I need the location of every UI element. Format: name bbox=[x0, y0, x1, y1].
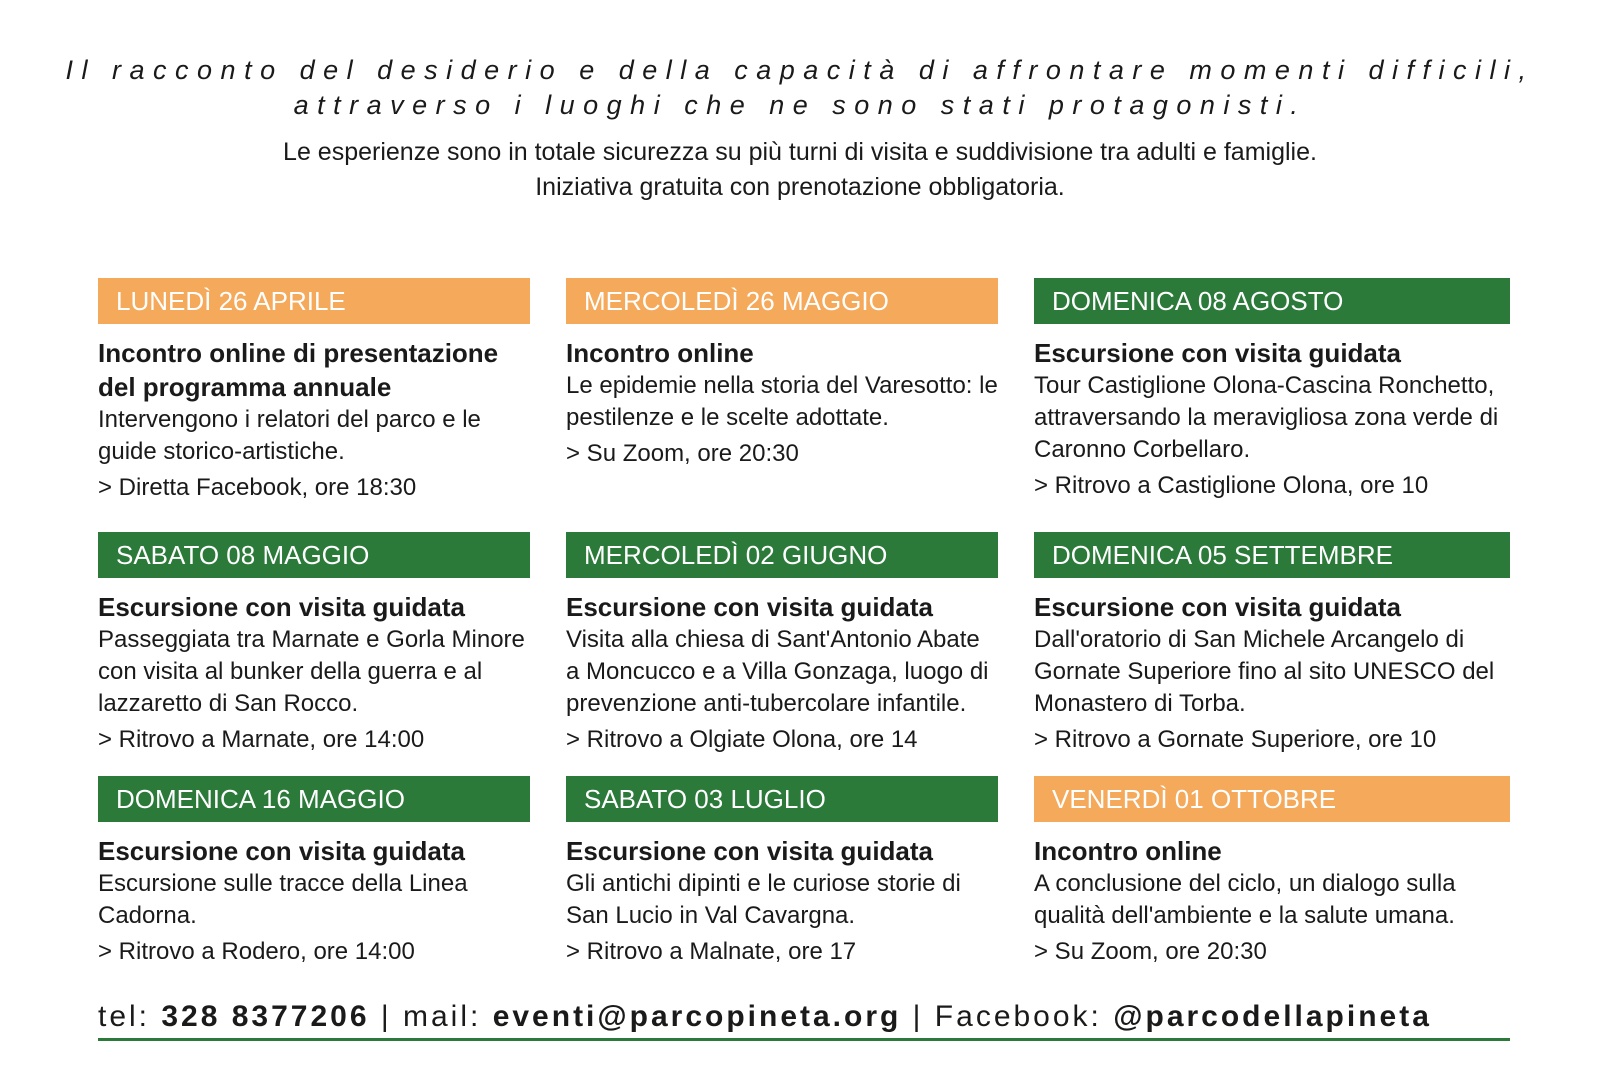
event-description: Tour Castiglione Olona-Cascina Ronchetto, attraversando la meravigliosa zona verde di Caronno Corbellaro. bbox=[1034, 372, 1499, 463]
footer-underline bbox=[98, 1038, 1510, 1041]
event-date-banner: SABATO 03 LUGLIO bbox=[566, 776, 998, 822]
event-location: > Su Zoom, ore 20:30 bbox=[1034, 938, 1267, 965]
tagline-line-1: Il racconto del desiderio e della capacità di affrontare momenti difficili, bbox=[65, 55, 1535, 85]
event-description: Intervengono i relatori del parco e le guide storico-artistiche. bbox=[98, 406, 481, 465]
event-title: Escursione con visita guidata bbox=[98, 592, 465, 622]
event-location: > Ritrovo a Rodero, ore 14:00 bbox=[98, 938, 415, 965]
event-date-banner: MERCOLEDÌ 02 GIUGNO bbox=[566, 532, 998, 578]
event-title: Escursione con visita guidata bbox=[566, 836, 933, 866]
event-date-banner: DOMENICA 08 AGOSTO bbox=[1034, 278, 1510, 324]
event-location: > Diretta Facebook, ore 18:30 bbox=[98, 474, 417, 501]
event-description: Visita alla chiesa di Sant'Antonio Abate a Moncucco e a Villa Gonzaga, luogo di prevenzione anti-tubercolare infantile. bbox=[566, 626, 989, 717]
event-card bbox=[1034, 532, 1510, 756]
event-location: > Ritrovo a Castiglione Olona, ore 10 bbox=[1034, 472, 1429, 499]
event-title: Escursione con visita guidata bbox=[566, 592, 933, 622]
event-card bbox=[98, 532, 530, 756]
event-card bbox=[98, 776, 530, 968]
event-date-banner: LUNEDÌ 26 APRILE bbox=[98, 278, 530, 324]
event-title: Escursione con visita guidata bbox=[1034, 592, 1401, 622]
event-date-banner: DOMENICA 16 MAGGIO bbox=[98, 776, 530, 822]
mail-label: | mail: bbox=[369, 1000, 493, 1033]
contact-footer bbox=[98, 1000, 1510, 1034]
event-date-banner: DOMENICA 05 SETTEMBRE bbox=[1034, 532, 1510, 578]
tagline-line-2: attraverso i luoghi che ne sono stati protagonisti. bbox=[293, 90, 1307, 120]
event-card bbox=[566, 532, 998, 756]
event-description: Gli antichi dipinti e le curiose storie di San Lucio in Val Cavargna. bbox=[566, 870, 961, 929]
event-card bbox=[566, 776, 998, 968]
phone-number[interactable]: 328 8377206 bbox=[161, 1000, 370, 1033]
facebook-link[interactable]: @parcodellapineta bbox=[1113, 1000, 1432, 1033]
event-title: Incontro online di presentazione del programma annuale bbox=[98, 338, 499, 402]
intro-line-1: Le esperienze sono in totale sicurezza su più turni di visita e suddivisione tra adulti e famiglie. bbox=[283, 138, 1317, 166]
intro-line-2: Iniziativa gratuita con prenotazione obbligatoria. bbox=[535, 173, 1065, 201]
tel-label: tel: bbox=[98, 1000, 162, 1033]
event-location: > Ritrovo a Olgiate Olona, ore 14 bbox=[566, 726, 918, 753]
event-description: Passeggiata tra Marnate e Gorla Minore con visita al bunker della guerra e al lazzaretto di San Rocco. bbox=[98, 626, 525, 717]
event-location: > Ritrovo a Malnate, ore 17 bbox=[566, 938, 857, 965]
event-date-banner: VENERDÌ 01 OTTOBRE bbox=[1034, 776, 1510, 822]
event-description: Escursione sulle tracce della Linea Cadorna. bbox=[98, 870, 468, 929]
event-title: Escursione con visita guidata bbox=[98, 836, 465, 866]
event-date-banner: SABATO 08 MAGGIO bbox=[98, 532, 530, 578]
event-location: > Ritrovo a Gornate Superiore, ore 10 bbox=[1034, 726, 1437, 753]
facebook-label: | Facebook: bbox=[901, 1000, 1114, 1033]
event-description: Le epidemie nella storia del Varesotto: le pestilenze e le scelte adottate. bbox=[566, 372, 998, 431]
email-link[interactable]: eventi@parcopineta.org bbox=[492, 1000, 902, 1033]
event-location: > Su Zoom, ore 20:30 bbox=[566, 440, 799, 467]
event-card bbox=[1034, 776, 1510, 968]
event-location: > Ritrovo a Marnate, ore 14:00 bbox=[98, 726, 425, 753]
event-title: Escursione con visita guidata bbox=[1034, 338, 1401, 368]
event-description: Dall'oratorio di San Michele Arcangelo di Gornate Superiore fino al sito UNESCO del Monastero di Torba. bbox=[1034, 626, 1495, 717]
event-card bbox=[566, 278, 998, 470]
event-card bbox=[1034, 278, 1510, 502]
event-title: Incontro online bbox=[1034, 836, 1222, 866]
event-description: A conclusione del ciclo, un dialogo sulla qualità dell'ambiente e la salute umana. bbox=[1034, 870, 1456, 929]
event-title: Incontro online bbox=[566, 338, 754, 368]
event-card bbox=[98, 278, 530, 504]
event-date-banner: MERCOLEDÌ 26 MAGGIO bbox=[566, 278, 998, 324]
